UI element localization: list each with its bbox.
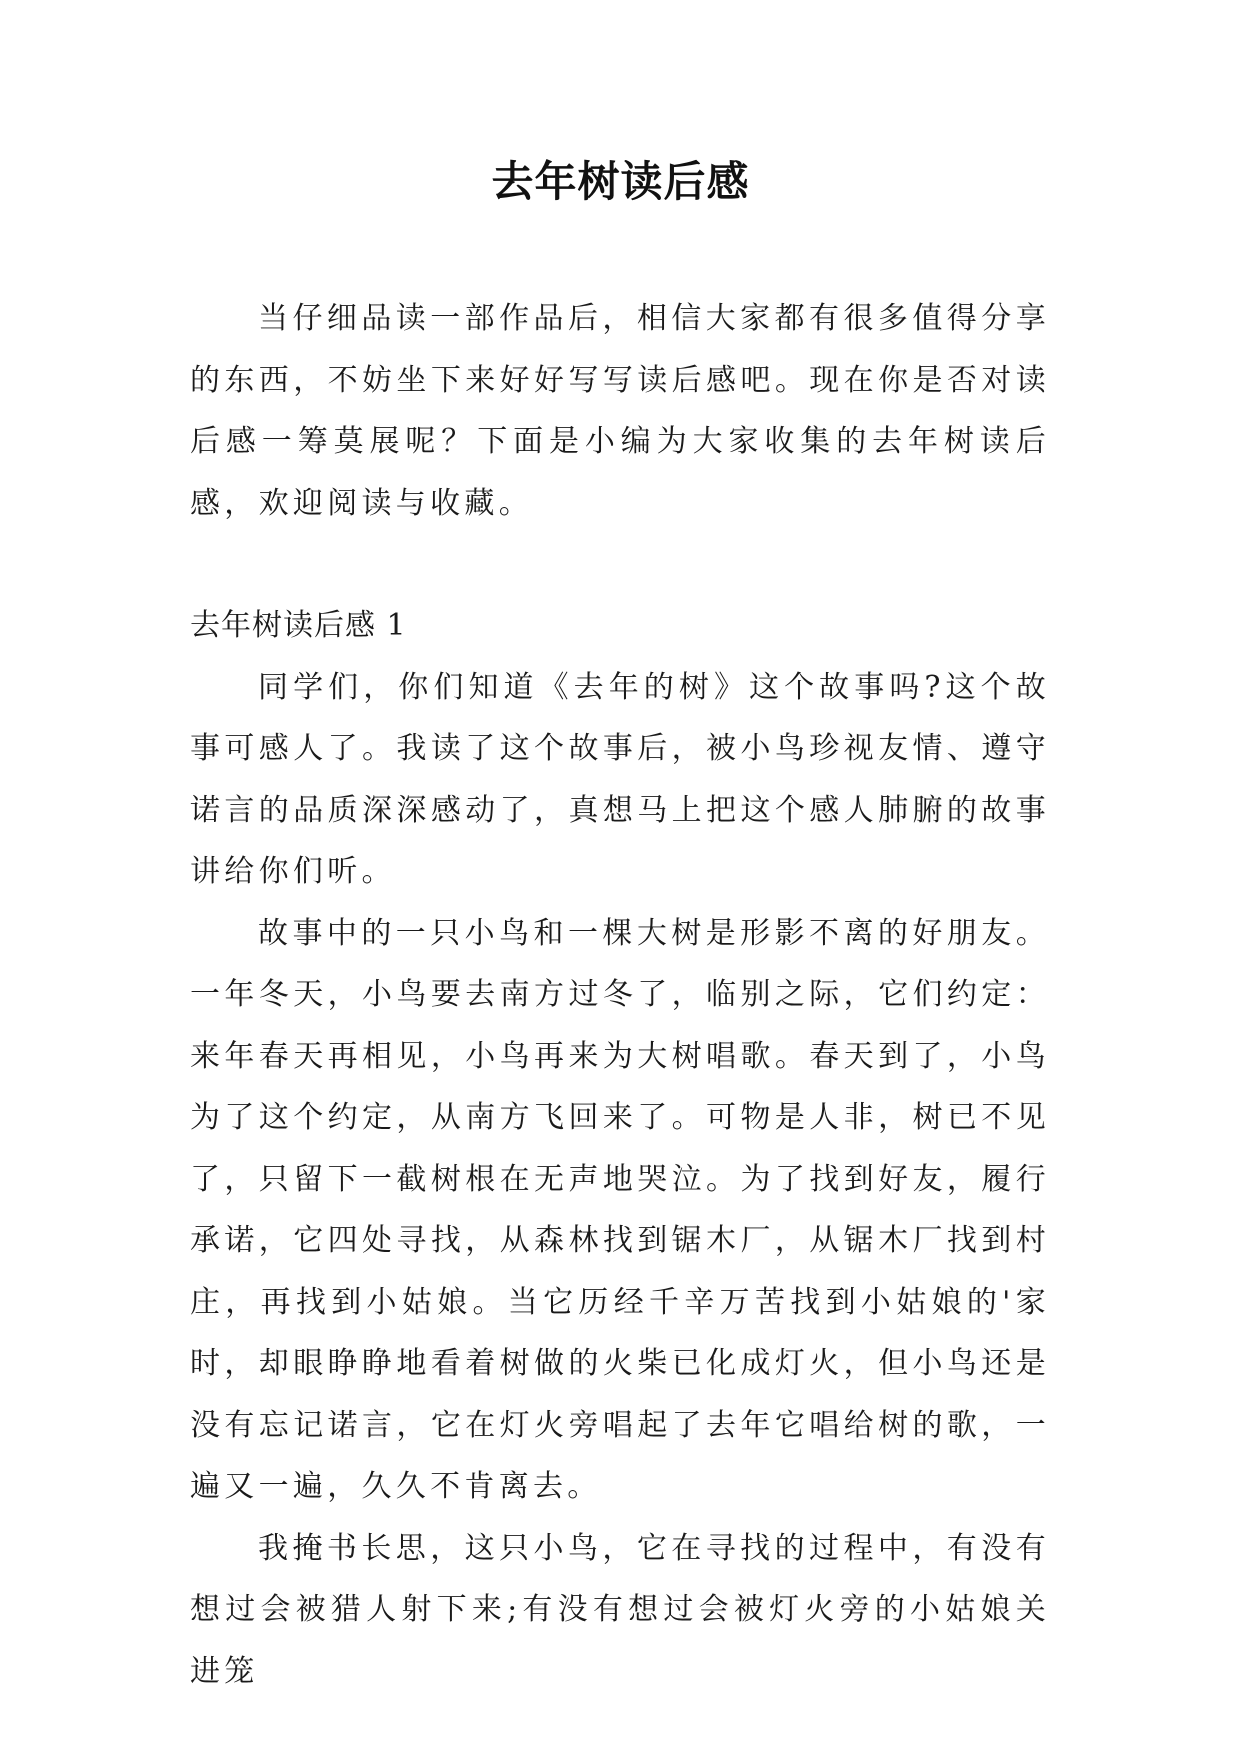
document-body [190, 288, 1050, 1702]
body-paragraph-2: 故事中的一只小鸟和一棵大树是形影不离的好朋友。一年冬天，小鸟要去南方过冬了，临别之际，它们约定：来年春天再相见，小鸟再来为大树唱歌。春天到了，小鸟为了这个约定，从南方飞回来了。可物是人非，树已不见了，只留下一截树根在无声地哭泣。为了找到好友，履行承诺，它四处寻找，从森林找到锯木厂，从锯木厂找到村庄，再找到小姑娘。当它历经千辛万苦找到小姑娘的'家时，却眼睁睁地看着树做的火柴已化成灯火，但小鸟还是没有忘记诺言，它在灯火旁唱起了去年它唱给树的歌，一遍又一遍，久久不肯离去。 [190, 915, 1050, 1504]
document-title: 去年树读后感 [491, 157, 750, 206]
intro-paragraph: 当仔细品读一部作品后，相信大家都有很多值得分享的东西，不妨坐下来好好写写读后感吧。现在你是否对读后感一筹莫展呢？下面是小编为大家收集的去年树读后感，欢迎阅读与收藏。 [190, 301, 1050, 521]
section-heading: 去年树读后感 1 [190, 608, 407, 643]
body-paragraph-1: 同学们，你们知道《去年的树》这个故事吗?这个故事可感人了。我读了这个故事后，被小鸟珍视友情、遵守诺言的品质深深感动了，真想马上把这个感人肺腑的故事讲给你们听。 [190, 669, 1050, 889]
body-paragraph-3: 我掩书长思，这只小鸟，它在寻找的过程中，有没有想过会被猎人射下来;有没有想过会被灯火旁的小姑娘关进笼 [190, 1530, 1050, 1689]
